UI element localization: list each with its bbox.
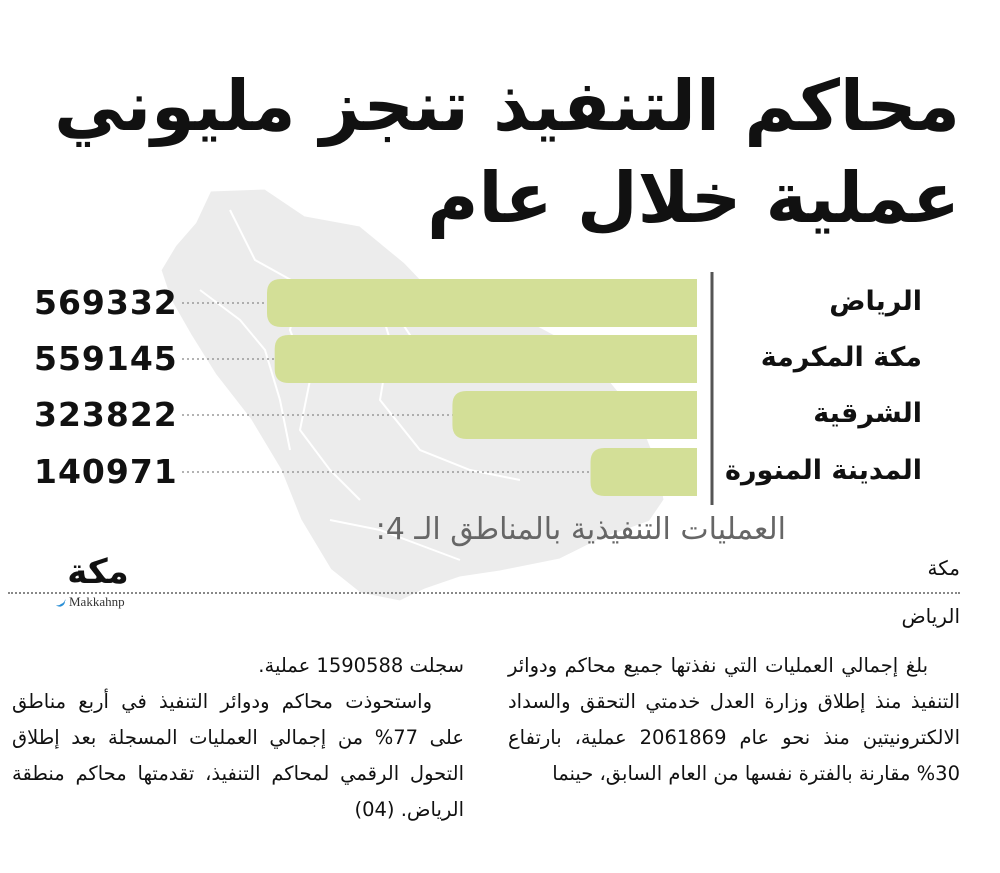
category-label: الشرقية — [813, 398, 922, 429]
bar-2 — [275, 335, 697, 383]
bar-3 — [452, 391, 697, 439]
twitter-handle — [56, 594, 125, 610]
headline-line-2: عملية خلال عام — [427, 157, 960, 239]
bar-1 — [267, 279, 697, 327]
bar-4 — [591, 448, 697, 496]
value-label: 569332 — [34, 283, 178, 322]
headline-line-1: محاكم التنفيذ تنجز مليوني — [54, 65, 960, 147]
category-label: مكة المكرمة — [760, 342, 922, 373]
makkah-logo — [48, 552, 158, 616]
article-column-2 — [12, 648, 464, 828]
value-label: 323822 — [34, 395, 178, 434]
article-paragraph: واستحوذت محاكم ودوائر التنفيذ في أربع مناطق على 77% من إجمالي العمليات المسجلة بعد إطلاق التحول الرقمي لمحاكم التنفيذ، تقدمتها محاكم منطقة الرياض. (04) — [12, 690, 464, 821]
article-paragraph: سجلت 1590588 عملية. — [258, 654, 464, 677]
article-column-1 — [508, 648, 960, 792]
value-label: 559145 — [34, 339, 178, 378]
value-label: 140971 — [34, 452, 178, 491]
article-paragraph: بلغ إجمالي العمليات التي نفذتها جميع محاكم ودوائر التنفيذ منذ إطلاق وزارة العدل خدمتي التحقق والسداد الالكترونيتين منذ نحو عام 2061869 عملية، بارتفاع 30% مقارنة بالفترة نفسها من العام السابق، حينما — [508, 654, 960, 785]
category-label: الرياض — [829, 286, 922, 317]
logo-wordmark: مكة — [67, 552, 129, 592]
dateline-bureau: الرياض — [901, 604, 960, 628]
chart-title: العمليات التنفيذية بالمناطق الـ 4: — [375, 512, 786, 547]
twitter-bird-icon — [56, 599, 66, 607]
section-divider — [8, 592, 960, 594]
category-label: المدينة المنورة — [725, 455, 922, 486]
twitter-handle-text: Makkahnp — [69, 594, 125, 609]
dateline-city: مكة — [927, 556, 960, 580]
